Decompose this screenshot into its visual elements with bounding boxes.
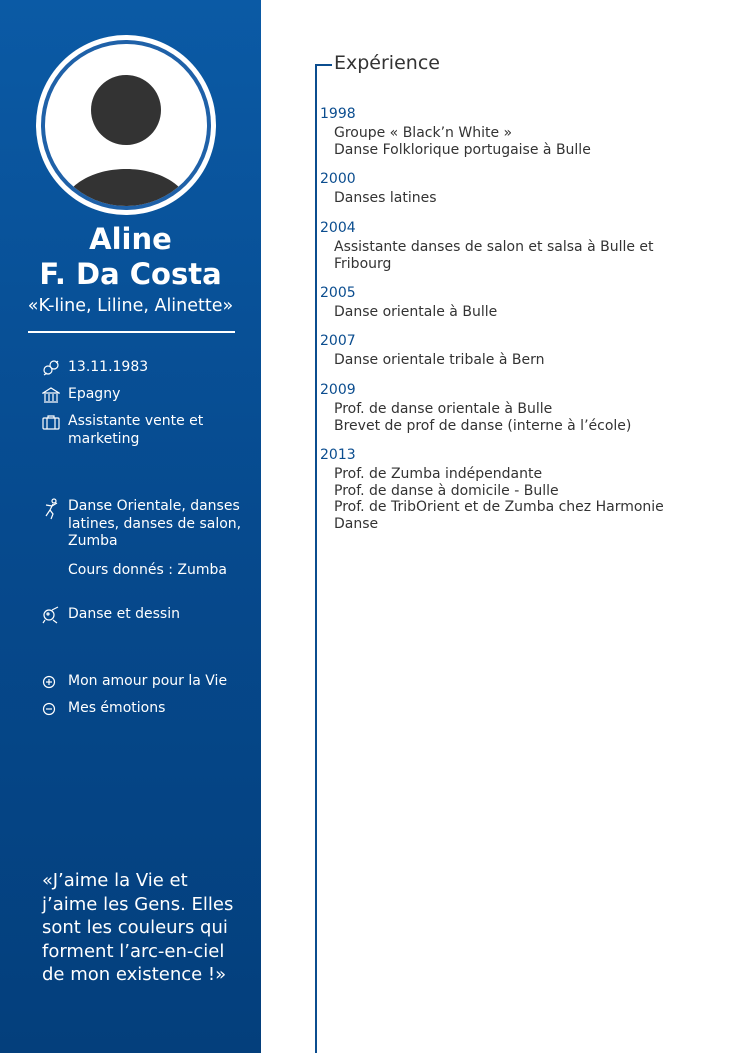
interest-hobbies: Danse et dessin [42,606,247,624]
divider [28,331,235,333]
entry-description: Prof. de danse orientale à Bulle Brevet de prof de danse (interne à l’école) [334,401,632,434]
entry-year: 2004 [320,220,356,236]
minus-circle-icon [42,700,60,718]
timeline-top-tick [315,64,332,66]
info-birthdate: 13.11.1983 [42,359,247,377]
trait-plus: Mon amour pour la Vie [42,673,247,691]
briefcase-icon [42,413,60,431]
entry-description: Danses latines [334,190,437,206]
entry-description: Groupe « Black’n White » Danse Folklorique portugaise à Bulle [334,125,591,158]
quote: «J’aime la Vie et j’aime les Gens. Elles sont les couleurs qui forment l’arc-en-ciel de mon existence !» [42,870,234,985]
entry-year: 2005 [320,285,356,301]
experience-heading: Expérience [334,52,440,74]
interest-dance: Danse Orientale, danses latines, danses de salon, Zumba [42,498,247,551]
info-city: Epagny [42,386,247,404]
baby-icon [42,359,60,377]
dancer-icon [42,498,60,520]
entry-description: Prof. de Zumba indépendante Prof. de danse à domicile - Bulle Prof. de TribOrient et de Zumba chez Harmonie Danse [334,466,664,532]
info-job: Assistante vente et marketing [42,413,247,448]
building-icon [42,386,60,404]
interest-courses: Cours donnés : Zumba [68,562,228,578]
last-name: F. Da Costa [39,257,222,291]
person-silhouette-icon [45,44,207,206]
sidebar [0,0,261,1053]
first-name: Aline [89,222,172,256]
entry-year: 1998 [320,106,356,122]
full-name [0,222,261,292]
timeline-line [315,64,317,1053]
trait-minus: Mes émotions [42,700,247,718]
entry-year: 2009 [320,382,356,398]
plus-circle-icon [42,673,60,691]
entry-year: 2000 [320,171,356,187]
entry-description: Danse orientale à Bulle [334,304,498,320]
avatar [36,35,216,215]
palette-icon [42,606,60,624]
entry-year: 2013 [320,447,356,463]
entry-year: 2007 [320,333,356,349]
entry-description: Assistante danses de salon et salsa à Bulle et Fribourg [334,239,654,272]
entry-description: Danse orientale tribale à Bern [334,352,545,368]
nickname: «K-line, Liline, Alinette» [27,296,234,316]
